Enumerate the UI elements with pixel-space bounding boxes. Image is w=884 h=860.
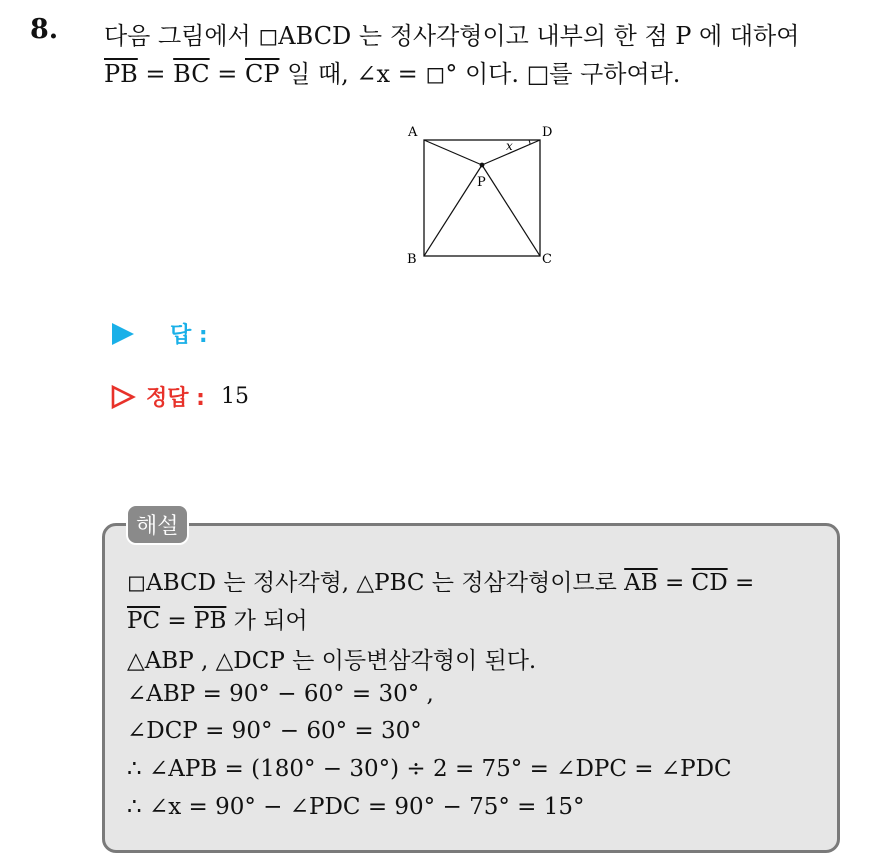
correct-answer-row [110,381,249,412]
explanation-line-7: ∴ ∠x = 90° − ∠PDC = 90° − 75° = 15° [127,794,585,820]
answer-row [110,318,208,349]
segment-ap [424,140,482,165]
label-d: D [542,125,553,140]
explanation-line-6: ∴ ∠APB = (180° − 30°) ÷ 2 = 75° = ∠DPC = ∠PDC [127,756,732,782]
segment-bc: $\overline{BC}$ [173,60,210,88]
explanation-line-4: ∠ABP = 90° − 60° = 30° , [127,681,434,707]
point-p [480,163,485,168]
correct-answer-label: 정답 : [146,386,205,411]
question-number: 8. [30,14,59,45]
question-line-2: $\overline{PB} = \overline{BC} = \overline{CP}$ 일 때, ∠x = ◻° 이다. □를 구하여라. [104,60,681,88]
play-triangle-icon [110,321,136,347]
segment-cp: $\overline{CP}$ [245,60,280,88]
explanation-tab: 해설 [126,504,189,545]
segment-cp-line [482,165,540,256]
segment-bp [424,165,482,256]
question-line-1: 다음 그림에서 ◻ABCD 는 정사각형이고 내부의 한 점 P 에 대하여 [104,22,800,50]
explanation-line-2: $\overline{PC} = \overline{PB}$ 가 되어 [127,608,308,634]
segment-pb: $\overline{PB}$ [104,60,138,88]
correct-answer-value: 15 [220,384,249,409]
answer-label: 답 : [170,323,208,348]
label-c: C [542,252,552,267]
label-p: P [477,175,486,190]
label-b: B [407,252,417,267]
label-x: x [506,139,513,153]
explanation-line-1: ◻ABCD 는 정사각형, △PBC 는 정삼각형이므로 $\overline{AB} = \overline{CD}$ = [127,570,755,596]
explanation-line-3: △ABP , △DCP 는 이등변삼각형이 된다. [127,648,537,674]
square-figure [400,118,560,268]
explanation-line-5: ∠DCP = 90° − 60° = 30° [127,718,422,744]
square-abcd [424,140,540,256]
outline-triangle-icon [110,384,136,410]
label-a: A [408,125,418,140]
